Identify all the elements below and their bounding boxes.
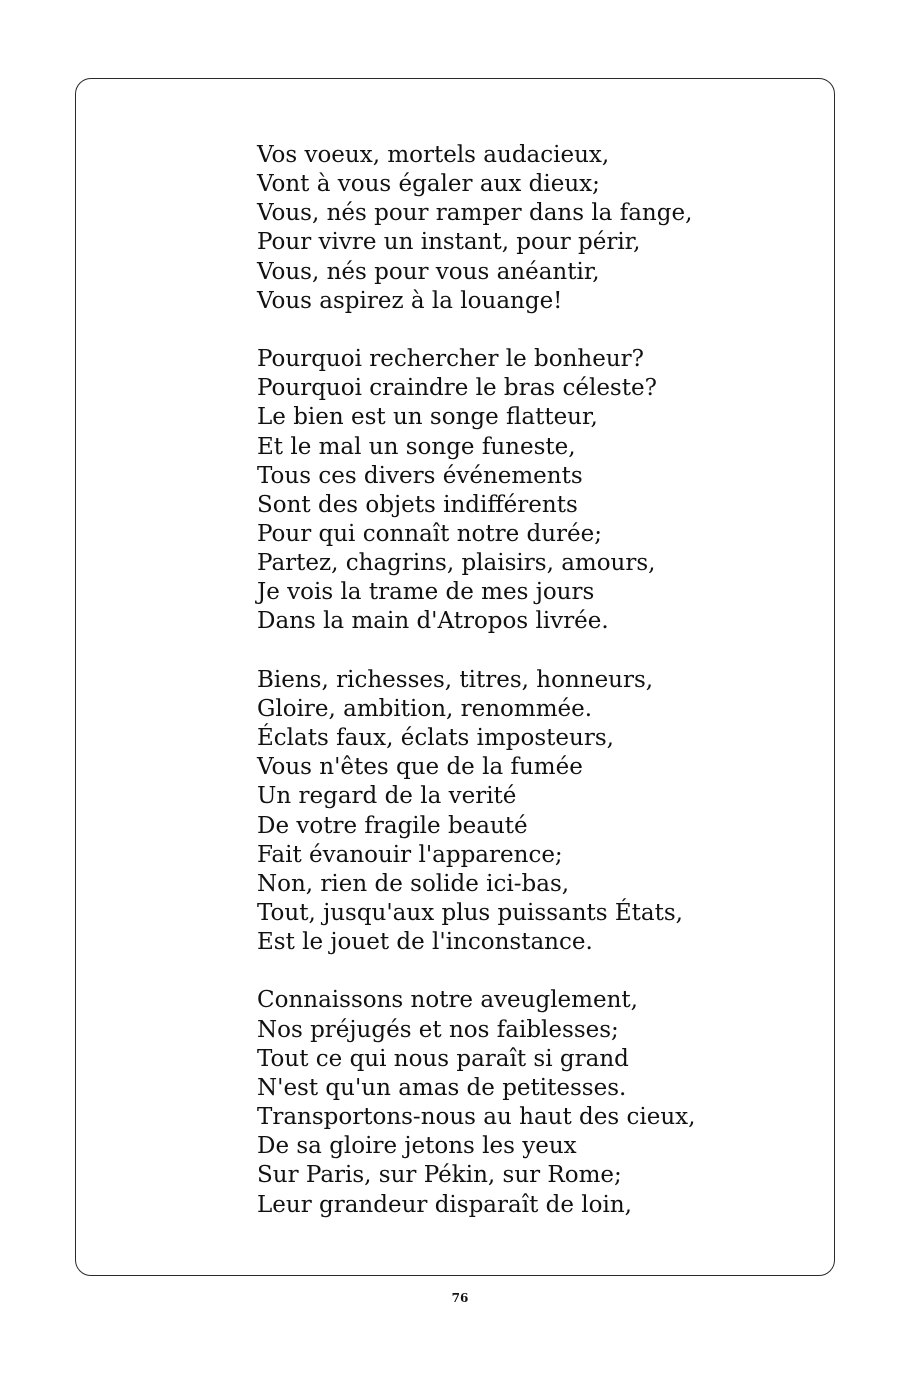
verse-line: Vous n'êtes que de la fumée [257,754,583,781]
verse-line: Vous, nés pour vous anéantir, [257,258,600,285]
verse-line: Éclats faux, éclats imposteurs, [257,725,614,752]
verse-line: Je vois la trame de mes jours [257,579,595,606]
verse-line: Un regard de la verité [257,783,517,810]
verse-line: De votre fragile beauté [257,812,528,839]
verse-line: Vous aspirez à la louange! [257,287,563,314]
verse-line: Partez, chagrins, plaisirs, amours, [257,550,656,577]
verse-line: Pour vivre un instant, pour périr, [257,229,641,256]
verse-line: Gloire, ambition, renommée. [257,695,593,722]
verse-line: Tous ces divers événements [257,462,583,489]
verse-line: Le bien est un songe flatteur, [257,404,598,431]
verse-line: De sa gloire jetons les yeux [257,1133,577,1160]
verse-line: Tout, jusqu'aux plus puissants États, [257,900,683,927]
verse-line: Connaissons notre aveuglement, [257,987,638,1014]
verse-line: Sont des objets indifférents [257,491,578,518]
page-number: 76 [451,1291,469,1305]
verse-line: Vous, nés pour ramper dans la fange, [257,200,693,227]
stanza-3 [257,666,777,958]
verse-line: Vont à vous égaler aux dieux; [257,171,600,198]
verse-line: Pourquoi craindre le bras céleste? [257,375,657,402]
verse-line: Fait évanouir l'apparence; [257,841,563,868]
stanza-1 [257,141,777,316]
verse-line: N'est qu'un amas de petitesses. [257,1074,627,1101]
verse-line: Dans la main d'Atropos livrée. [257,608,609,635]
verse-line: Nos préjugés et nos faiblesses; [257,1016,619,1043]
verse-line: Est le jouet de l'inconstance. [257,929,593,956]
stanza-4 [257,986,777,1219]
verse-line: Transportons-nous au haut des cieux, [257,1104,696,1131]
verse-line: Et le mal un songe funeste, [257,433,576,460]
verse-line: Leur grandeur disparaît de loin, [257,1191,632,1218]
verse-line: Biens, richesses, titres, honneurs, [257,666,654,693]
poem-text [257,141,777,1220]
verse-line: Tout ce qui nous paraît si grand [257,1045,629,1072]
verse-line: Pour qui connaît notre durée; [257,521,603,548]
verse-line: Vos voeux, mortels audacieux, [257,142,610,168]
stanza-2 [257,345,777,637]
verse-line: Pourquoi rechercher le bonheur? [257,346,644,373]
verse-line: Non, rien de solide ici-bas, [257,870,570,897]
verse-line: Sur Paris, sur Pékin, sur Rome; [257,1162,622,1189]
